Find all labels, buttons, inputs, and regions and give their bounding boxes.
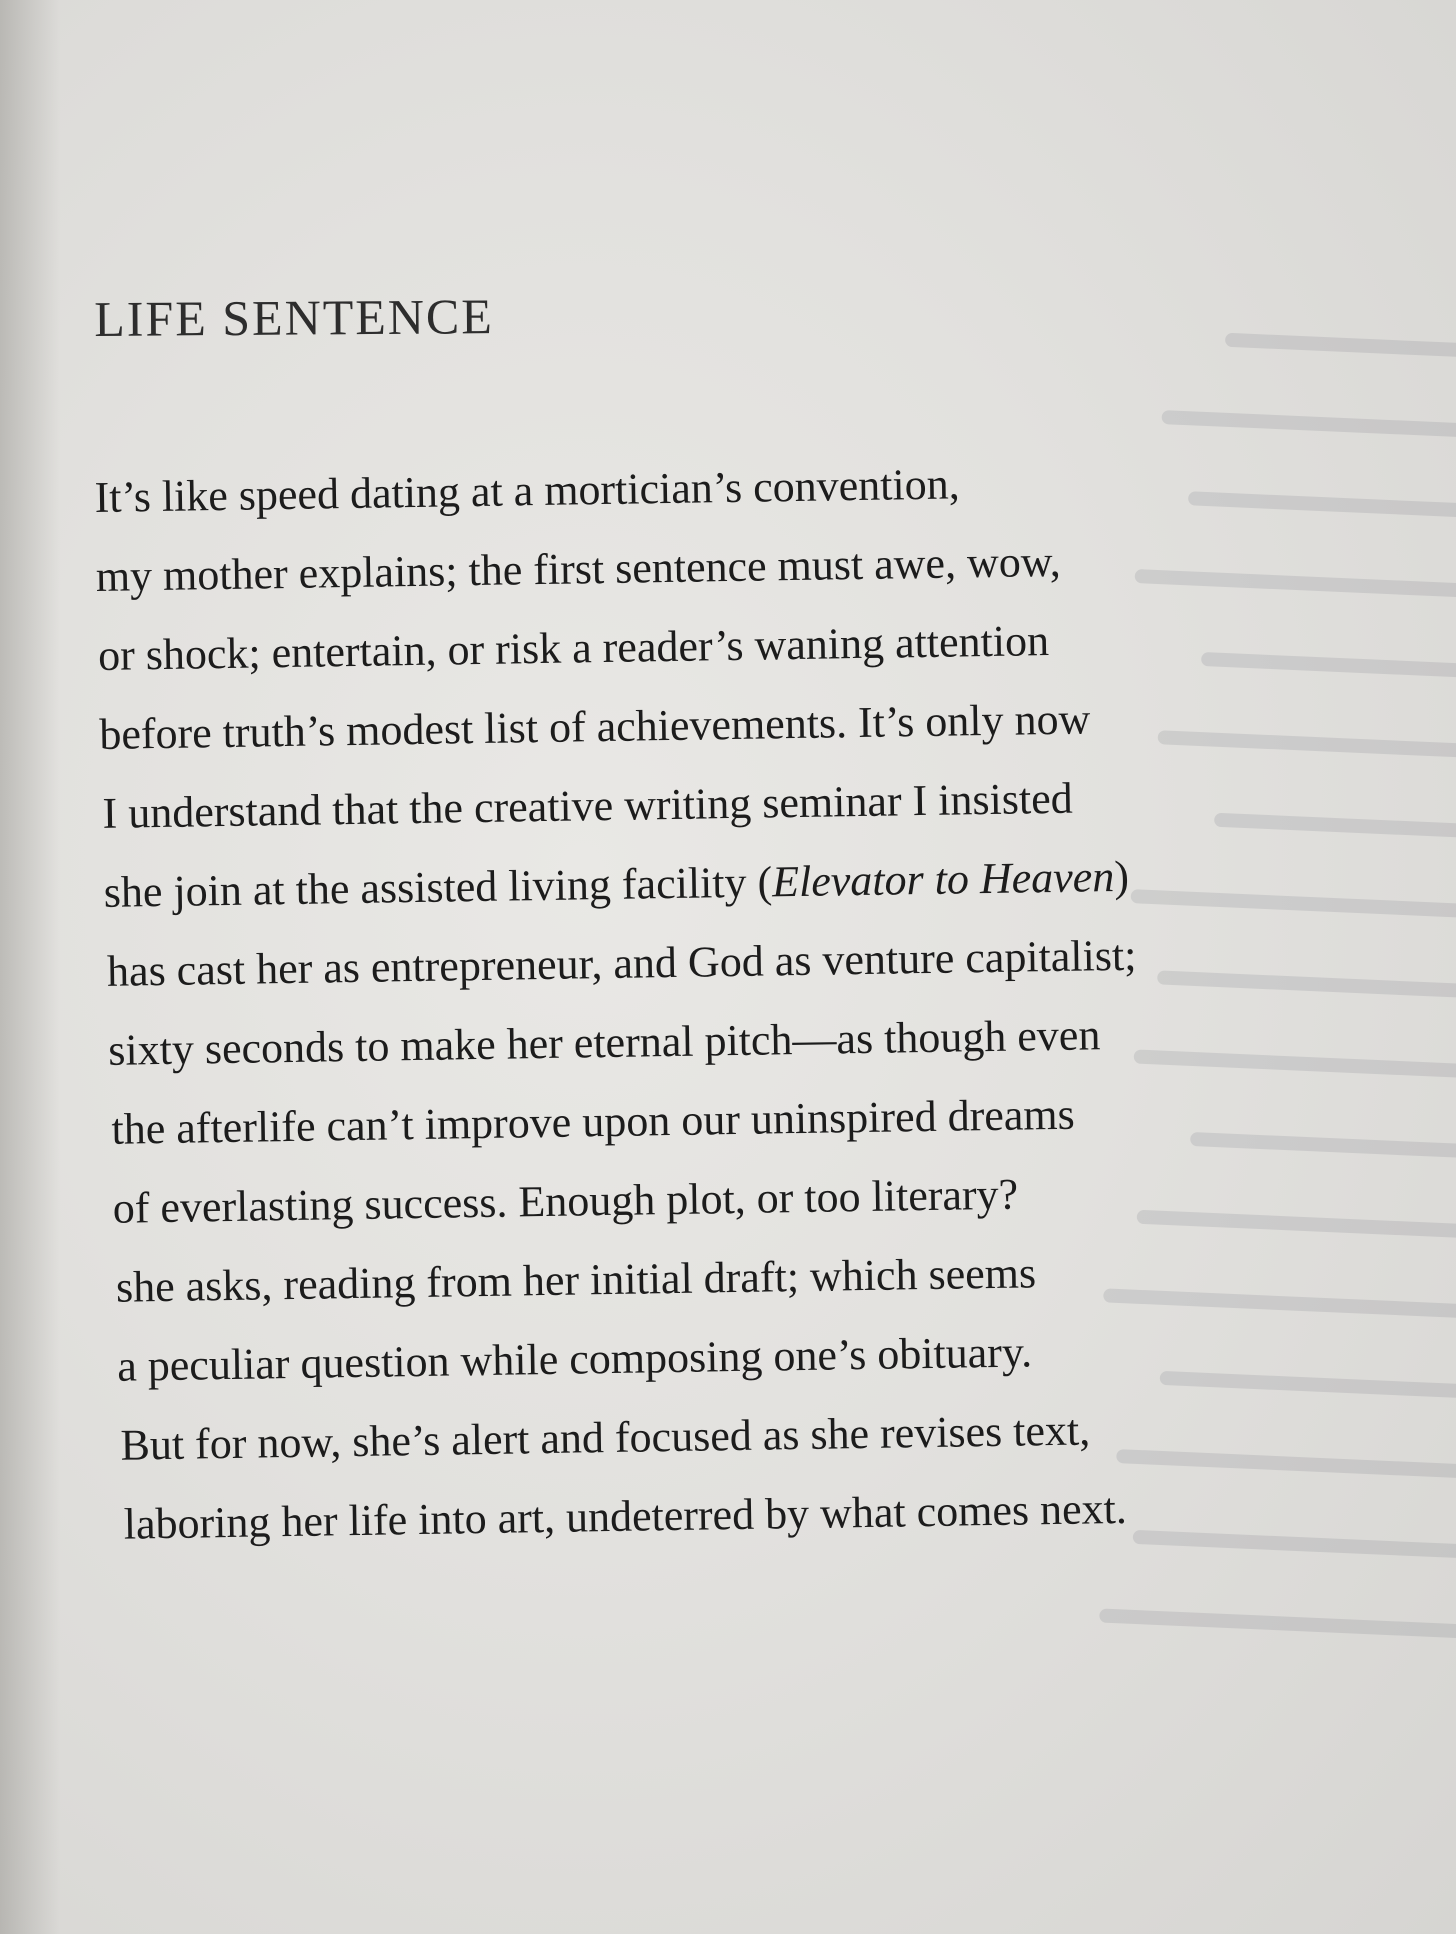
poem-line: But for now, she’s alert and focused as she revises text,: [120, 1405, 1091, 1470]
poem-line: of everlasting success. Enough plot, or too literary?: [112, 1169, 1019, 1233]
page-gutter-shadow: [0, 0, 60, 1934]
poem-line: I understand that the creative writing seminar I insisted: [102, 773, 1074, 838]
poem-line: or shock; entertain, or risk a reader’s waning attention: [97, 616, 1050, 680]
poem-line: a peculiar question while composing one’s obituary.: [116, 1327, 1033, 1391]
poem-line: the afterlife can’t improve upon our uninspired dreams: [111, 1089, 1076, 1154]
poem-line-text: she join at the assisted living facility (: [103, 857, 773, 917]
poem-body: [94, 439, 1311, 1564]
poem-line: laboring her life into art, undeterred by what comes next.: [123, 1483, 1128, 1549]
italic-work-title: Elevator to Heaven: [771, 852, 1115, 907]
poem-line: has cast her as entrepreneur, and God as venture capitalist;: [106, 930, 1137, 996]
poem-line: she asks, reading from her initial draft; which seems: [115, 1248, 1037, 1312]
poem-line: It’s like speed dating at a mortician’s convention,: [94, 459, 961, 522]
poem-line-text: ): [1113, 851, 1130, 902]
poem-title: LIFE SENTENCE: [94, 288, 494, 347]
poem-line: sixty seconds to make her eternal pitch—as though even: [107, 1010, 1101, 1075]
poem-line: my mother explains; the first sentence must awe, wow,: [95, 536, 1062, 601]
poem-line: before truth’s modest list of achievements. It’s only now: [98, 694, 1091, 759]
